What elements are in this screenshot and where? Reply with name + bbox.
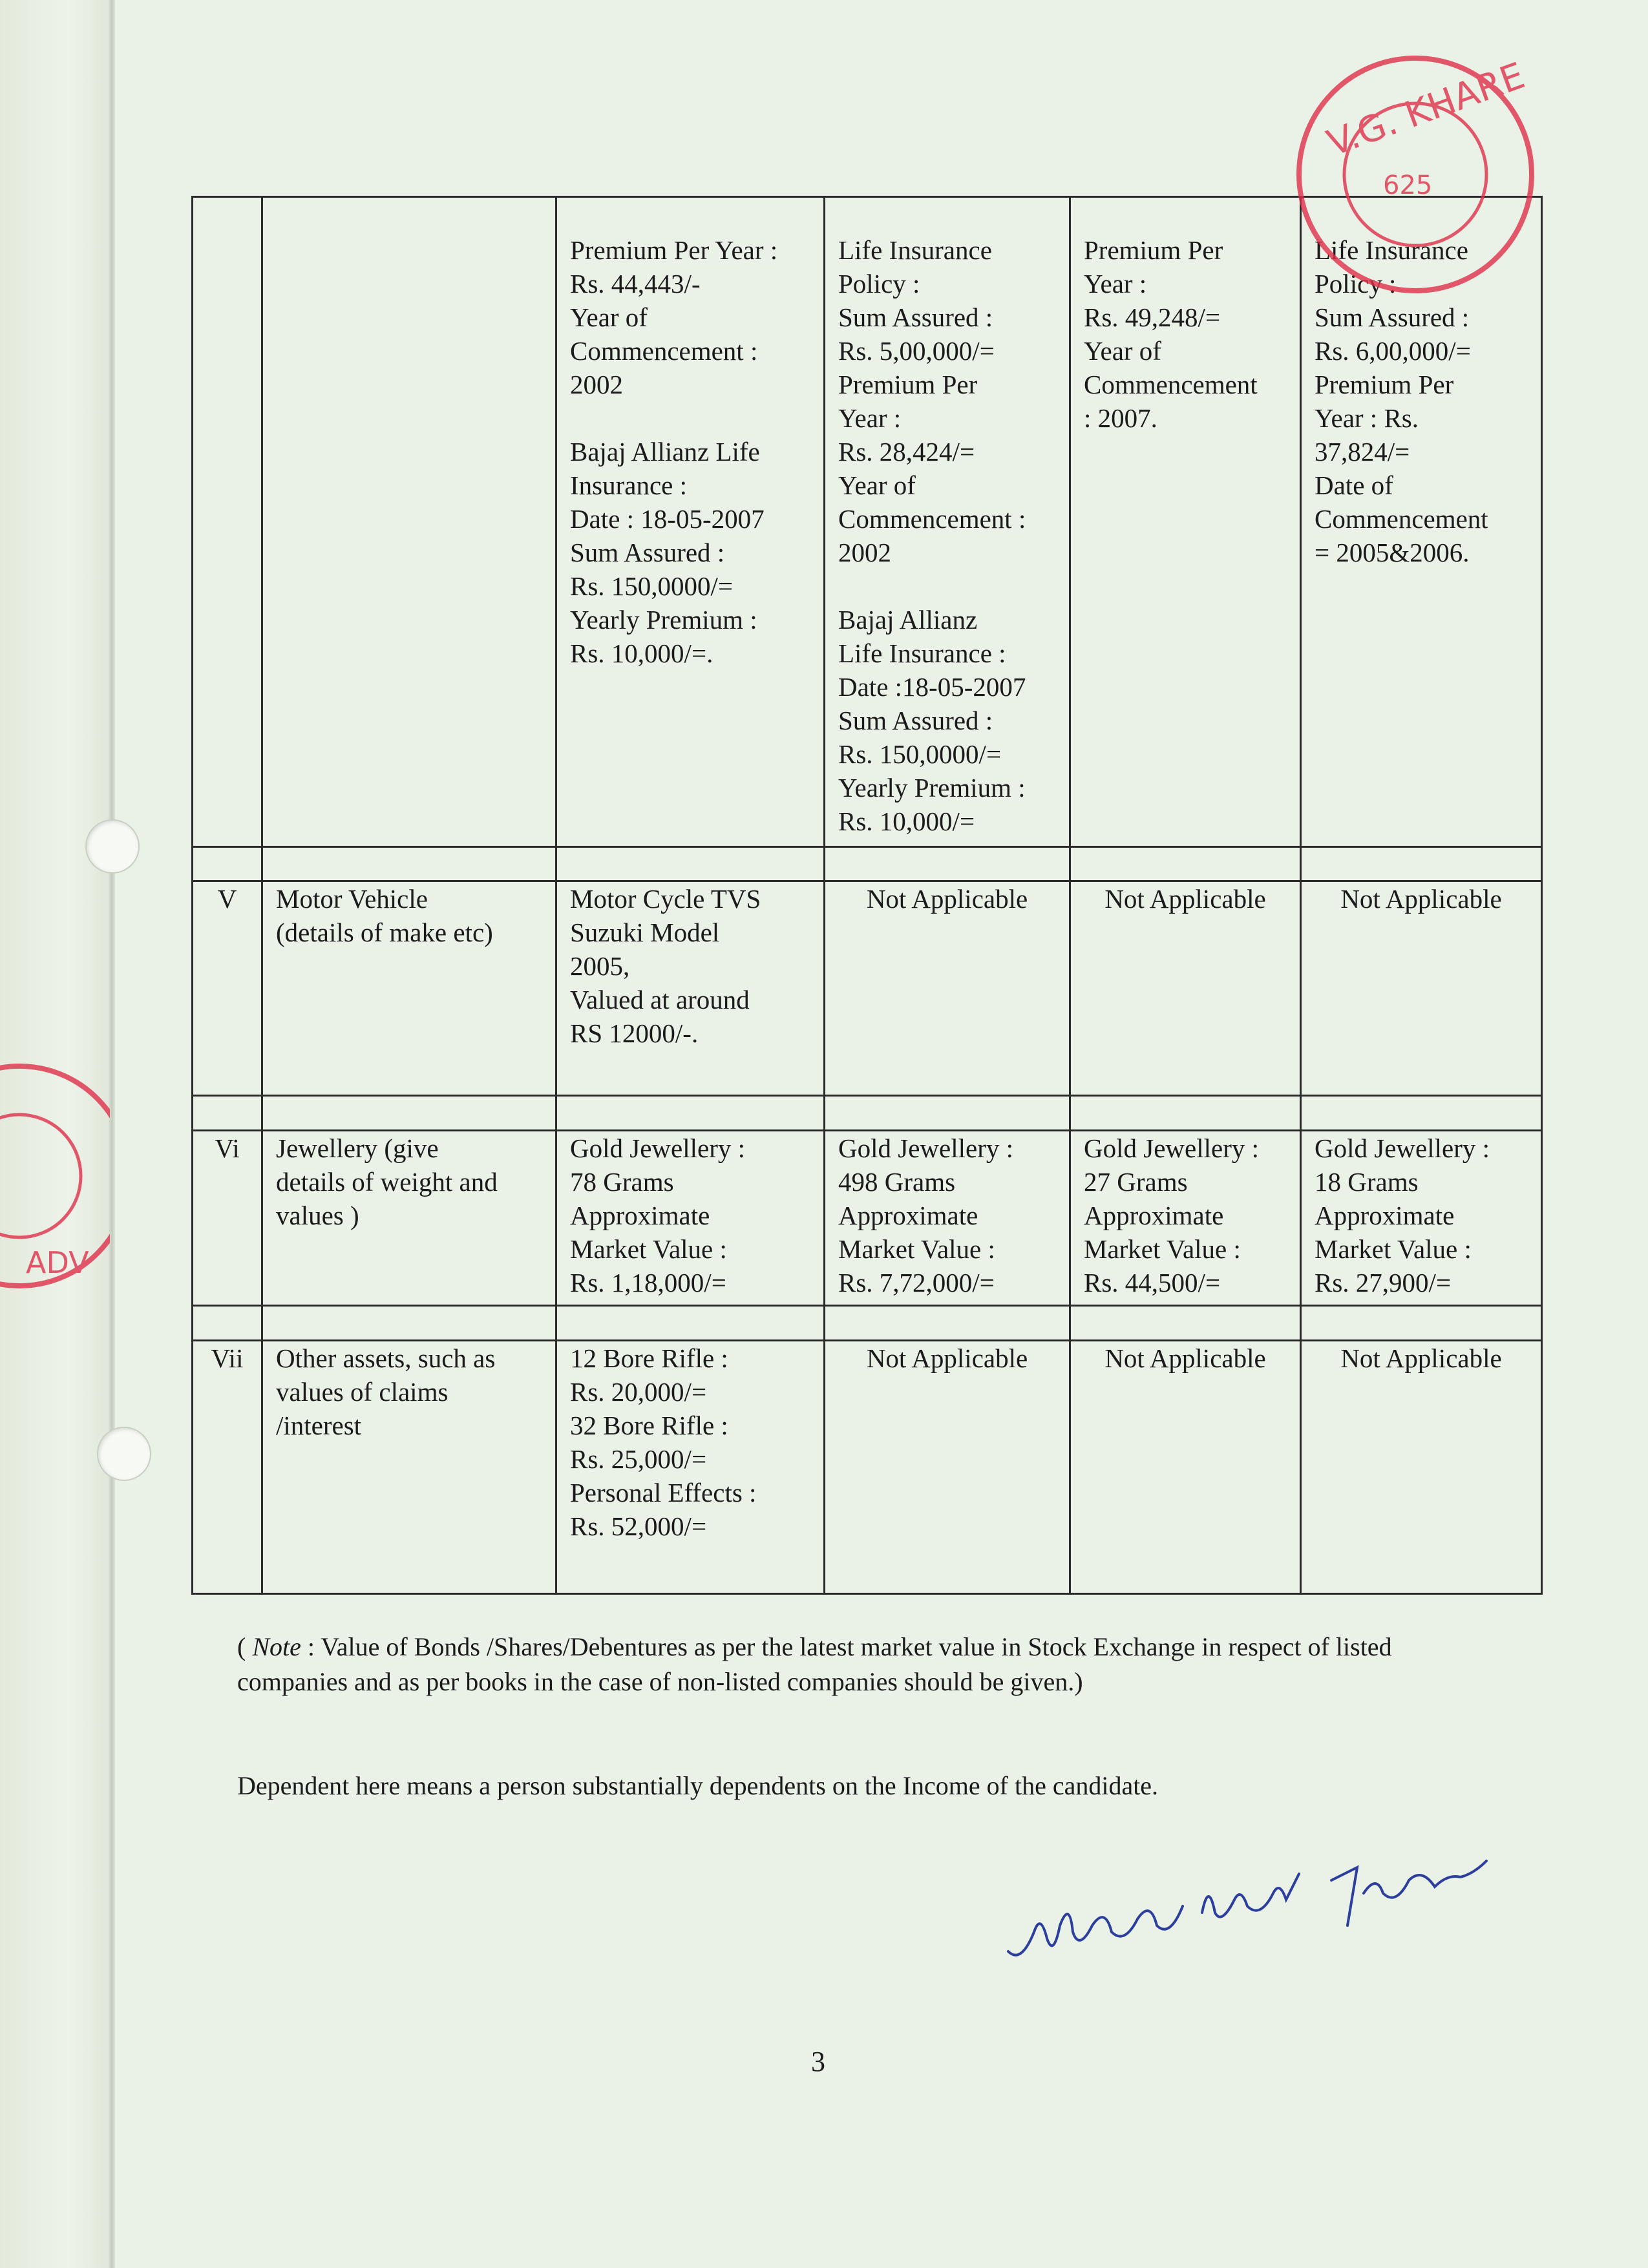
dependent2-cell: Gold Jewellery : 18 Grams Approximate Market Value : Rs. 27,900/=	[1301, 1130, 1542, 1306]
table-spacer-row	[193, 1096, 1542, 1130]
svg-text:ADV: ADV	[26, 1245, 89, 1280]
svg-text:625: 625	[1383, 171, 1433, 200]
table-spacer-row	[193, 847, 1542, 881]
self-cell: Motor Cycle TVS Suzuki Model 2005, Valued at around RS 12000/-.	[556, 881, 825, 1096]
dependent-definition: Dependent here means a person substantially dependents on the Income of the candidate.	[237, 1771, 1159, 1800]
notary-stamp-icon	[1286, 45, 1545, 304]
self-cell: Gold Jewellery : 78 Grams Approximate Market Value : Rs. 1,18,000/=	[556, 1130, 825, 1306]
serial-cell	[193, 197, 262, 847]
spouse-cell: Life Insurance Policy : Sum Assured : Rs. 5,00,000/= Premium Per Year : Rs. 28,424/= Year of Commencement : 2002 Bajaj Allianz Life Insurance : Date :18-05-2007 Sum Assured : Rs. 150,0000/= Yearly Premium : Rs. 10,000/=	[825, 197, 1070, 847]
spouse-cell: Gold Jewellery : 498 Grams Approximate Market Value : Rs. 7,72,000/=	[825, 1130, 1070, 1306]
description-cell: Other assets, such as values of claims /interest	[262, 1340, 556, 1593]
note-paragraph	[237, 1630, 1420, 1699]
note-colon: :	[301, 1632, 315, 1661]
description-cell: Motor Vehicle (details of make etc)	[262, 881, 556, 1096]
self-cell: 12 Bore Rifle : Rs. 20,000/= 32 Bore Rifle : Rs. 25,000/= Personal Effects : Rs. 52,000/=	[556, 1340, 825, 1593]
spouse-cell: Not Applicable	[825, 1340, 1070, 1593]
description-cell	[262, 197, 556, 847]
signature-icon	[995, 1803, 1512, 1997]
dependent1-cell: Premium Per Year : Rs. 49,248/= Year of Commencement : 2007.	[1070, 197, 1301, 847]
svg-text:V.G. KHARE: V.G. KHARE	[1322, 54, 1530, 165]
note-open: (	[237, 1632, 253, 1661]
dependent2-cell: Not Applicable	[1301, 1340, 1542, 1593]
note-label: Note	[252, 1632, 301, 1661]
serial-cell: Vii	[193, 1340, 262, 1593]
dependent2-cell: Life Insurance Policy : Sum Assured : Rs. 6,00,000/= Premium Per Year : Rs. 37,824/= Date of Commencement = 2005&2006.	[1301, 197, 1542, 847]
table-row	[193, 1130, 1542, 1306]
punch-hole-bottom	[97, 1427, 151, 1481]
spouse-cell: Not Applicable	[825, 881, 1070, 1096]
note-text: Value of Bonds /Shares/Debentures as per the latest market value in Stock Exchange in respect of listed companies and as per books in the case of non-listed companies should be given.)	[237, 1632, 1392, 1696]
dependent1-cell: Not Applicable	[1070, 881, 1301, 1096]
dependent1-cell: Gold Jewellery : 27 Grams Approximate Market Value : Rs. 44,500/=	[1070, 1130, 1301, 1306]
punch-hole-top	[85, 819, 140, 874]
description-cell: Jewellery (give details of weight and values )	[262, 1130, 556, 1306]
dependent2-cell: Not Applicable	[1301, 881, 1542, 1096]
advocate-stamp-icon	[0, 1047, 110, 1305]
table-row	[193, 881, 1542, 1096]
table-row	[193, 1340, 1542, 1593]
dependent1-cell: Not Applicable	[1070, 1340, 1301, 1593]
assets-table	[191, 196, 1543, 1595]
page-number: 3	[811, 2046, 825, 2077]
serial-cell: Vi	[193, 1130, 262, 1306]
self-cell: Premium Per Year : Rs. 44,443/- Year of Commencement : 2002 Bajaj Allianz Life Insurance : Date : 18-05-2007 Sum Assured : Rs. 150,0000/= Yearly Premium : Rs. 10,000/=.	[556, 197, 825, 847]
serial-cell: V	[193, 881, 262, 1096]
table-spacer-row	[193, 1306, 1542, 1340]
